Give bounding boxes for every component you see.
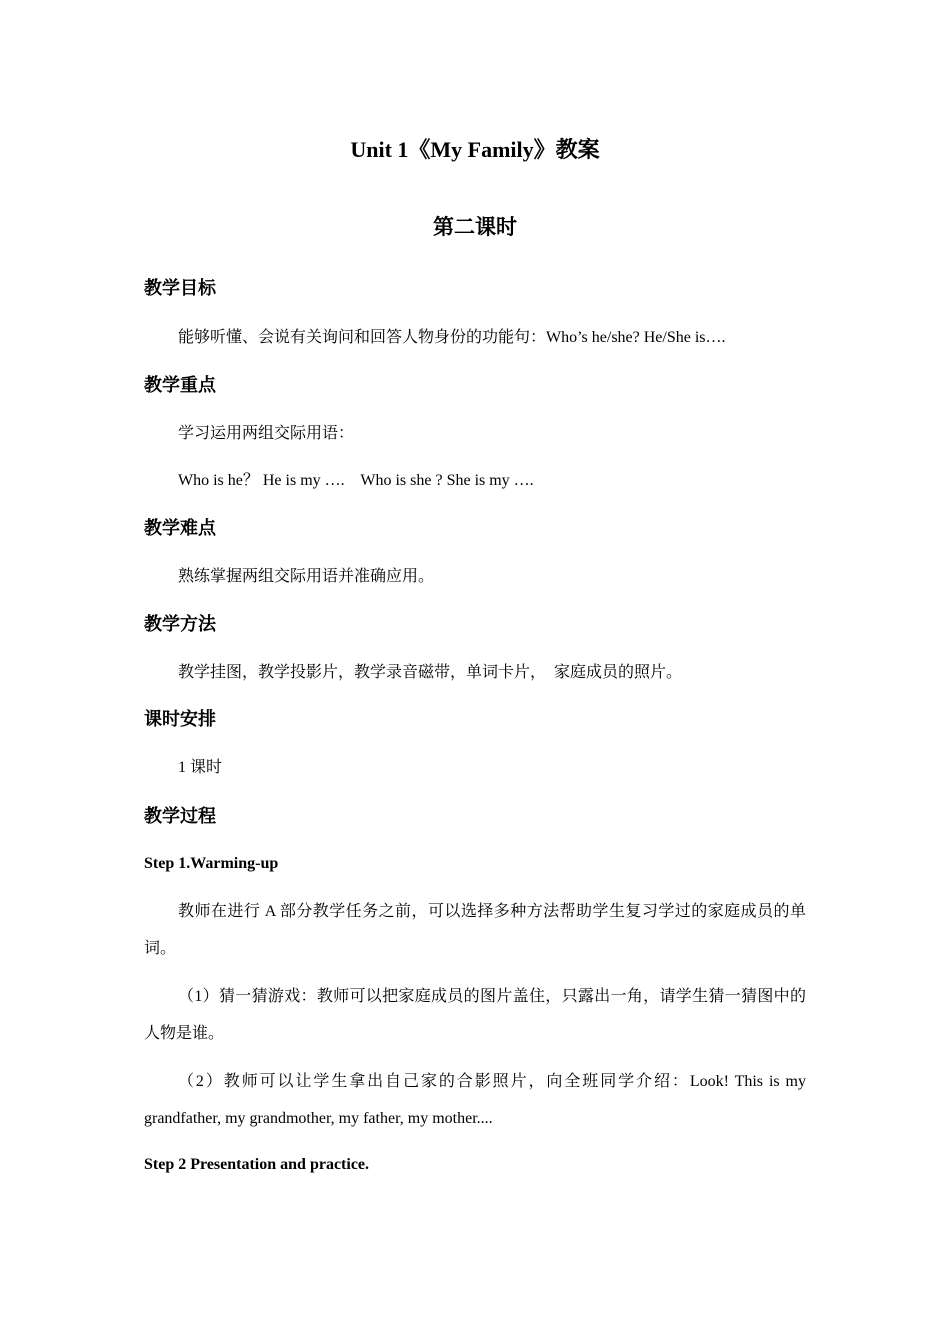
difficulties-heading: 教学难点 — [144, 518, 216, 539]
step1-intro: 教师在进行 A 部分教学任务之前，可以选择多种方法帮助学生复习学过的家庭成员的单词。 — [144, 903, 806, 957]
key-points-heading: 教学重点 — [144, 375, 216, 396]
lesson-subtitle: 第二课时 — [433, 215, 517, 239]
step1-item2: （2）教师可以让学生拿出自己家的合影照片，向全班同学介绍：Look! This is my grandfather, my grandmother, my father, my mother.... — [144, 1073, 806, 1127]
methods-heading: 教学方法 — [144, 614, 216, 635]
schedule-text: 1 课时 — [178, 759, 223, 776]
process-heading: 教学过程 — [144, 806, 216, 827]
schedule-heading: 课时安排 — [144, 709, 216, 730]
key-points-line2: Who is he？ He is my …. Who is she ? She is my …. — [178, 472, 534, 489]
document-title: Unit 1《My Family》教案 — [350, 137, 600, 162]
step1-title: Step 1.Warming-up — [144, 855, 279, 872]
difficulties-text: 熟练掌握两组交际用语并准确应用。 — [178, 568, 435, 585]
methods-text: 教学挂图，教学投影片，教学录音磁带，单词卡片， 家庭成员的照片。 — [178, 664, 683, 681]
key-points-line1: 学习运用两组交际用语： — [178, 425, 355, 442]
objectives-heading: 教学目标 — [144, 278, 216, 299]
step2-title: Step 2 Presentation and practice. — [144, 1156, 370, 1173]
step1-item1: （1）猜一猜游戏：教师可以把家庭成员的图片盖住，只露出一角，请学生猜一猜图中的人物是谁。 — [144, 988, 806, 1042]
objectives-text: 能够听懂、会说有关询问和回答人物身份的功能句：Who’s he/she? He/She is…. — [178, 329, 726, 346]
